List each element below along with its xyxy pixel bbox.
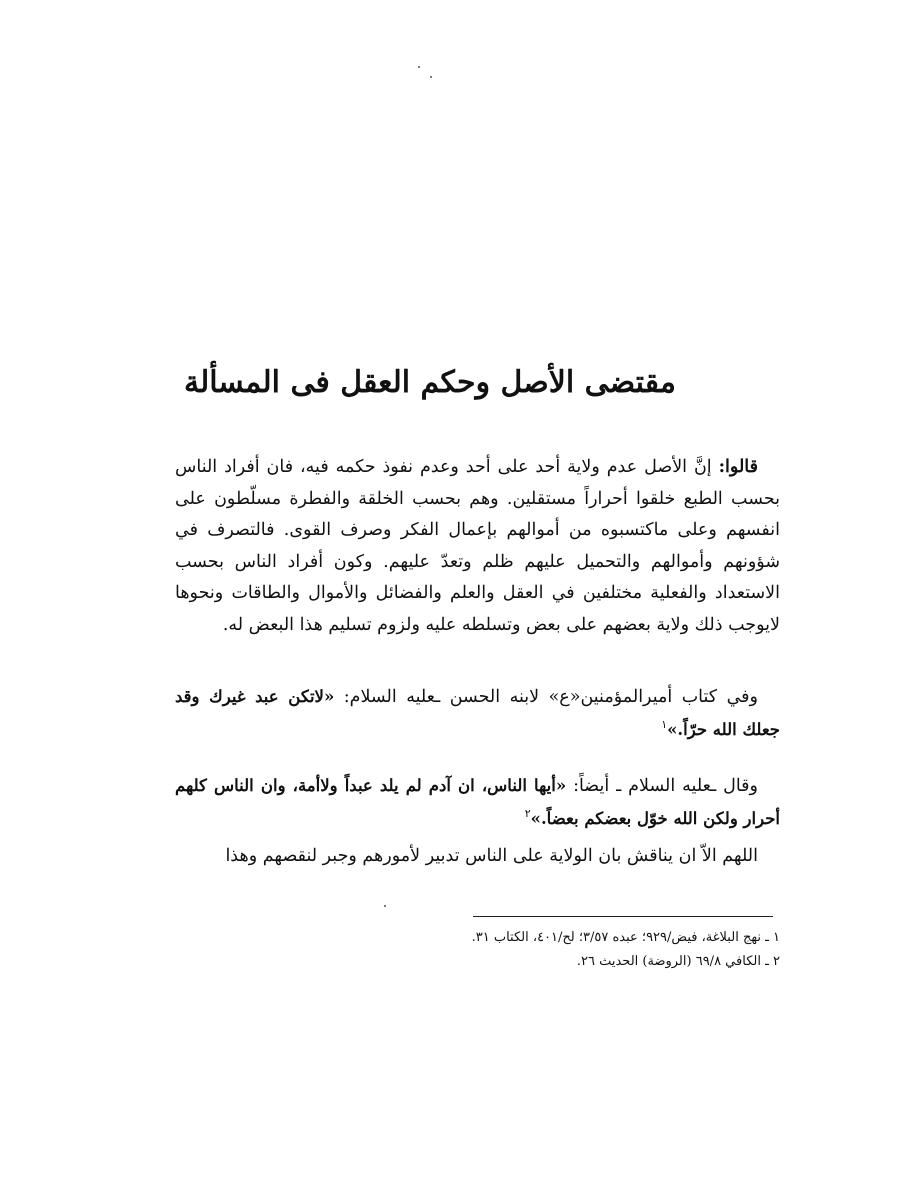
paragraph-text: إنَّ الأصل عدم ولاية أحد على أحد وعدم نفوذ حكمه فيه، فان أفراد الناس بحسب الطبع خلقوا أحراراً مستقلين. وهم بحسب الخلقة والفطرة مسلّطون على انفسهم وعلى ماكتسبوه من أموالهم بإعمال الفكر وصرف القوى. فالتصرف في شؤونهم وأموالهم والتحميل عليهم ظلم وتعدّ عليهم. وكون أفراد الناس بحسب الاستعداد والفعلية مختلفين في العقل والعلم والفضائل والأموال والطاقات ونحوها لايوجب ذلك ولاية بعضهم على بعض وتسلطه عليه ولزوم تسليم هذا البعض له.: [175, 457, 780, 635]
paragraph-text: وقال ـعليه السلام ـ أيضاً:: [566, 776, 758, 796]
paragraph-text: وفي كتاب أميرالمؤمنين«ع» لابنه الحسن ـعليه السلام:: [334, 687, 758, 707]
paragraph-4: [175, 841, 780, 873]
footnote-ref-2: ٢: [524, 806, 531, 820]
quotation: «أيها الناس، ان آدم لم يلد عبداً ولاأمة، وان الناس كلهم أحرار ولكن الله خوّل بعضكم بعضاً.»: [175, 776, 780, 828]
footnote-divider: [473, 916, 773, 917]
paragraph-lead: قالوا:: [718, 457, 758, 477]
footnote-ref-1: ١: [661, 717, 668, 731]
scan-speck: [430, 76, 432, 78]
footnote-2: ٢ ـ الكافي ٦٩/٨ (الروضة) الحديث ٢٦.: [576, 954, 780, 969]
paragraph-2: [175, 681, 780, 746]
footnote-1: ١ ـ نهج البلاغة، فيض/٩٢٩؛ عبده ٣/٥٧؛ لح/٤٠١، الكتاب ٣١.: [471, 930, 780, 945]
scan-speck: [418, 66, 420, 68]
page-title: مقتضى الأصل وحكم العقل فى المسألة: [184, 365, 676, 400]
paragraph-3: [175, 770, 780, 835]
scan-speck: [384, 905, 386, 907]
quotation: «لاتكن عبد غيرك وقد جعلك الله حرّاً.»: [175, 687, 780, 739]
footnotes: [300, 926, 780, 974]
paragraph-text: اللهم الاّ ان يناقش بان الولاية على الناس تدبير لأمورهم وجبر لنقصهم وهذا: [225, 846, 758, 866]
paragraph-1: [175, 452, 780, 641]
